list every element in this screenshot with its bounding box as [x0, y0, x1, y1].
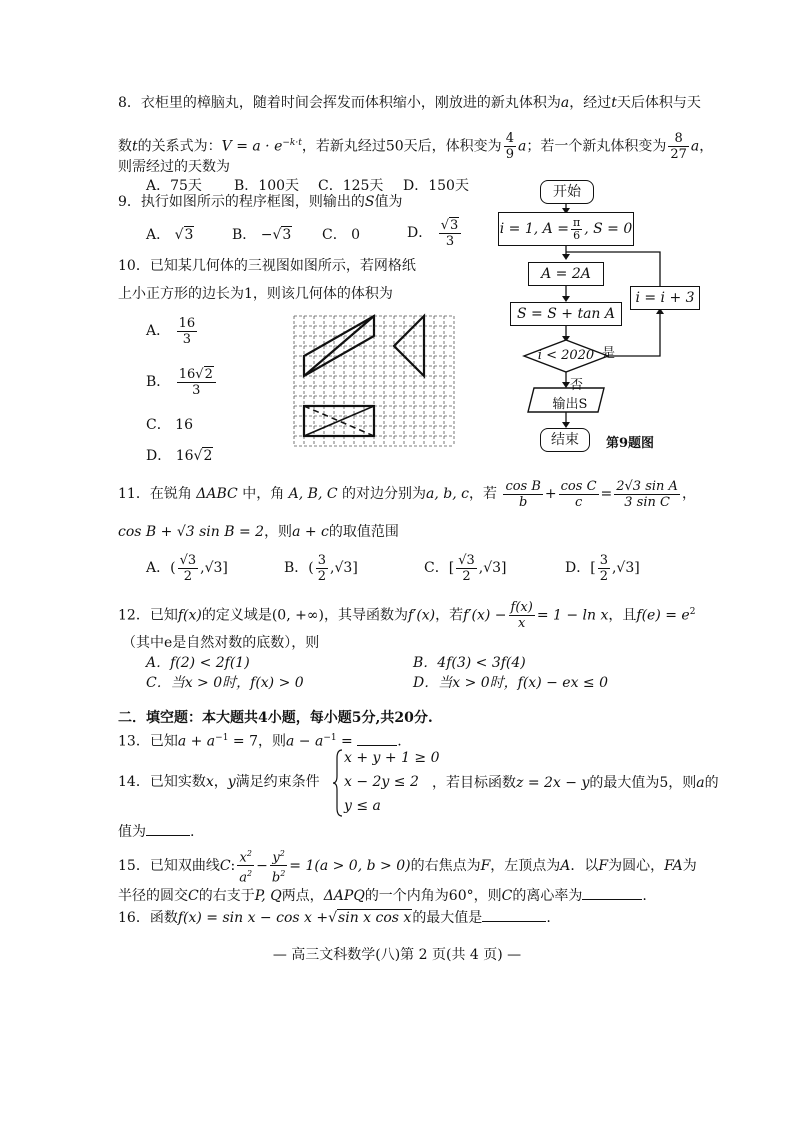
- q8-line2: 数t的关系式为：$V = a \cdot e^{-k\cdot t}$，若新丸经过50天后，体积变为 $\frac{4}{9}$ a；若一个新丸体积变为 $\frac{8}{27}$ a，: [118, 131, 714, 163]
- q8-option-c[interactable]: C．125天: [318, 178, 384, 194]
- q10-line2: 上小正方形的边长为1，则该几何体的体积为: [118, 286, 393, 302]
- q8-frac-8-27: $\frac{8}{27}$: [670, 131, 687, 163]
- q11-line2: cos B + √3 sin B = 2，则a + c的取值范围: [118, 524, 399, 540]
- flow-increment: i = i + 3: [630, 286, 700, 310]
- q14-brace: [333, 748, 343, 818]
- three-view-figure: [290, 312, 458, 452]
- q10-line1: 10．已知某几何体的三视图如图所示，若网格纸: [118, 258, 416, 274]
- flow-condition: i < 2020: [537, 348, 595, 363]
- q9-question: 9．执行如图所示的程序框图，则输出的S值为: [118, 194, 403, 210]
- q13-answer-blank[interactable]: [357, 745, 397, 746]
- q14-line1-end: ，若目标函数z = 2x − y的最大值为5，则a的: [432, 775, 719, 791]
- q11-option-b[interactable]: B．( $\frac{3}{2}$ ,√3]: [284, 552, 358, 584]
- q12-option-a[interactable]: A．f(2) < 2f(1): [146, 655, 250, 671]
- q16-answer-blank[interactable]: [482, 921, 546, 922]
- q8-formula: V = a · e: [221, 138, 283, 155]
- q8-frac-4-9: $\frac{4}{9}$: [505, 131, 514, 163]
- q12-option-c[interactable]: C．当x > 0时，f(x) > 0: [146, 675, 304, 691]
- q14-constraint-3: y ≤ a: [344, 798, 381, 814]
- q8-option-d[interactable]: D．150天: [403, 178, 469, 194]
- q13: 13．已知$a + a^{-1} = 7$，则$a - a^{-1}$ = .: [118, 733, 402, 750]
- q15-answer-blank[interactable]: [582, 899, 642, 900]
- q12-option-d[interactable]: D．当x > 0时，f(x) − ex ≤ 0: [413, 675, 609, 691]
- q15-line1: 15．已知双曲线C: $\frac{x^2}{a^2}$ − $\frac{y^2}{b^2}$ = 1(a > 0, b > 0)的右焦点为F，左顶点为A．以F为圆心，FA为: [118, 846, 697, 886]
- q9-option-b[interactable]: B． −√3: [232, 227, 292, 243]
- flow-no-label: 否: [570, 378, 584, 393]
- flow-step-add-tan: S = S + tan A: [510, 302, 622, 326]
- q9-option-a[interactable]: A． √3: [146, 227, 194, 243]
- page-footer: — 高三文科数学(八)第 2 页(共 4 页) —: [272, 947, 522, 963]
- q10-option-b[interactable]: B． $\frac{16√2}{3}$: [146, 361, 218, 403]
- section2-title: 二．填空题：本大题共4小题，每小题5分,共20分.: [118, 710, 433, 726]
- q14-line2: 值为 .: [118, 824, 195, 840]
- top-view: [304, 406, 374, 436]
- q12-line1: 12．已知f(x)的定义域是(0, +∞)，其导函数为f′(x)，若f′(x) − $\frac{f(x)}{x}$ = 1 − ln x，且$f(e) = e^2$: [118, 600, 696, 632]
- flow-step-double-a: A = 2A: [528, 262, 604, 286]
- flow-output: 输出S: [552, 397, 588, 412]
- q11-option-d[interactable]: D．[ $\frac{3}{2}$ ,√3]: [565, 552, 640, 584]
- q11-option-c[interactable]: C．[ $\frac{√3}{2}$ ,√3]: [424, 552, 507, 584]
- flow-init: i = 1, A = $\frac{\pi}{6}$ , S = 0: [498, 212, 634, 246]
- q8-option-b[interactable]: B．100天: [234, 178, 300, 194]
- q9-option-c[interactable]: C． 0: [322, 227, 361, 243]
- q9-option-d[interactable]: D． $\frac{√3}{3}$: [407, 213, 463, 253]
- q11-option-a[interactable]: A．( $\frac{√3}{2}$ ,√3]: [146, 552, 228, 584]
- q15-line2: 半径的圆交C的右支于P, Q两点，ΔAPQ的一个内角为60°，则C的离心率为 .: [118, 888, 647, 904]
- q14-line1: 14．已知实数x，y满足约束条件: [118, 774, 320, 790]
- flow-caption: 第9题图: [606, 436, 655, 451]
- q11-line1: 11．在锐角 ΔABC 中，角 A, B, C 的对边分别为a, b, c，若 $\frac{\text{cos B}}{b}$ + $\frac{\text{cos C}}{c}$ = $\frac{\text{2√3 sin A}}{\text{3 sin C}}$ ，: [118, 478, 696, 510]
- q8-option-a[interactable]: A．75天: [146, 178, 202, 194]
- flow-end: 结束: [540, 428, 590, 452]
- q14-constraint-2: x − 2y ≤ 2: [344, 774, 419, 790]
- q14-constraint-1: x + y + 1 ≥ 0: [344, 750, 440, 766]
- q12-line2: （其中e是自然对数的底数），则: [122, 635, 320, 651]
- q10-option-c[interactable]: C． 16: [146, 417, 193, 433]
- q14-answer-blank[interactable]: [146, 835, 190, 836]
- q8-line1: 8．衣柜里的樟脑丸，随着时间会挥发而体积缩小，刚放进的新丸体积为a，经过t天后体积与天: [118, 95, 701, 111]
- q10-option-d[interactable]: D． 16√2: [146, 448, 213, 464]
- q16: 16．函数f(x) = sin x − cos x +√sin x cos x的最大值是 .: [118, 910, 551, 926]
- q8-line3: 则需经过的天数为: [118, 159, 230, 175]
- flow-start: 开始: [540, 180, 594, 204]
- q12-option-b[interactable]: B．4f(3) < 3f(4): [413, 655, 526, 671]
- flow-yes-label: 是: [602, 346, 616, 361]
- q10-option-a[interactable]: A． $\frac{16}{3}$: [146, 315, 196, 347]
